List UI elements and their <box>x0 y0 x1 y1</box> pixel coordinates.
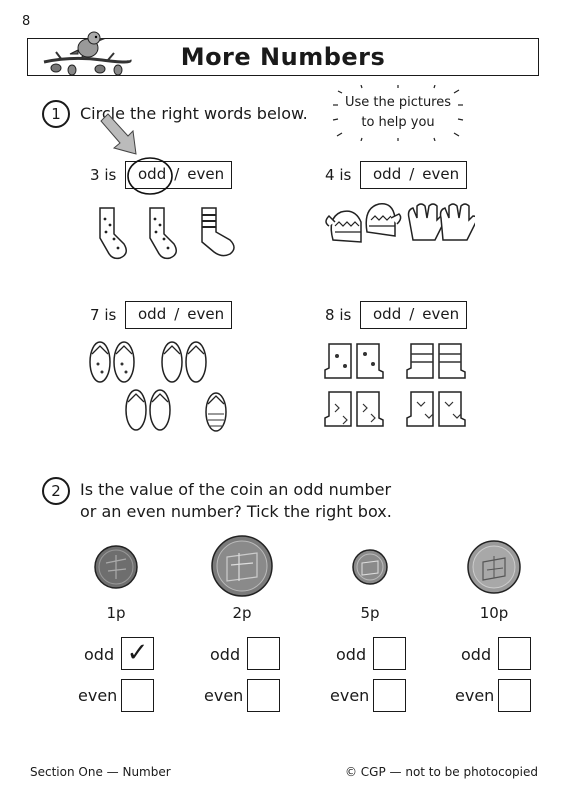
option-odd[interactable]: odd <box>373 305 402 323</box>
option-even[interactable]: even <box>422 305 460 323</box>
slash: / <box>409 305 415 323</box>
item-number: 8 <box>325 306 335 324</box>
item-number: 3 <box>90 166 100 184</box>
flip-flops-picture <box>88 340 238 435</box>
footer-copyright: © CGP — not to be photocopied <box>344 765 538 779</box>
hint-line-1: Use the pictures <box>344 95 452 110</box>
question-2-number: 2 <box>42 477 70 505</box>
question-2-prompt-line-2: or an even number? Tick the right box. <box>80 502 392 521</box>
bird-on-branch-illustration <box>42 30 132 78</box>
slash: / <box>174 165 180 183</box>
item-number: 4 <box>325 166 335 184</box>
tickbox-1p-odd[interactable] <box>121 637 154 670</box>
option-odd[interactable]: odd <box>138 165 167 183</box>
footer-section: Section One — Number <box>30 765 171 779</box>
coin-10p-label: 10p <box>479 604 509 622</box>
tick-icon: ✓ <box>126 638 149 668</box>
coin-2p-icon <box>211 535 273 597</box>
tickbox-5p-odd[interactable] <box>373 637 406 670</box>
item-7-label <box>90 306 116 324</box>
word-choice-box-7[interactable] <box>125 301 232 329</box>
question-1-prompt: Circle the right words below. <box>80 104 308 123</box>
option-odd[interactable]: odd <box>373 165 402 183</box>
odd-label: odd <box>210 645 241 664</box>
question-1-number: 1 <box>42 100 70 128</box>
coin-10p-icon <box>467 540 521 594</box>
coin-2p-label: 2p <box>232 604 252 622</box>
tickbox-1p-even[interactable] <box>121 679 154 712</box>
tickbox-10p-odd[interactable] <box>498 637 531 670</box>
page-title: More Numbers <box>180 43 386 71</box>
odd-label: odd <box>336 645 367 664</box>
question-2-prompt-line-1: Is the value of the coin an odd number <box>80 480 392 499</box>
item-is: is <box>104 166 117 184</box>
even-label: even <box>78 686 118 705</box>
item-is: is <box>339 166 352 184</box>
coin-1p-label: 1p <box>106 604 126 622</box>
item-is: is <box>339 306 352 324</box>
option-even[interactable]: even <box>187 165 225 183</box>
page-number: 8 <box>22 14 31 29</box>
word-choice-box-8[interactable] <box>360 301 467 329</box>
option-even[interactable]: even <box>187 305 225 323</box>
slash: / <box>174 305 180 323</box>
even-label: even <box>330 686 370 705</box>
option-odd[interactable]: odd <box>138 305 167 323</box>
word-choice-box-4[interactable] <box>360 161 467 189</box>
odd-label: odd <box>84 645 115 664</box>
socks-picture <box>90 205 245 260</box>
even-label: even <box>455 686 495 705</box>
wellington-boots-picture <box>323 340 473 440</box>
coin-1p-icon <box>94 545 138 589</box>
item-4-label <box>325 166 351 184</box>
item-8-label <box>325 306 351 324</box>
tickbox-2p-odd[interactable] <box>247 637 280 670</box>
example-circle-arrow <box>100 110 180 200</box>
option-even[interactable]: even <box>422 165 460 183</box>
gloves-picture <box>325 200 475 250</box>
item-is: is <box>104 306 117 324</box>
coin-5p-label: 5p <box>360 604 380 622</box>
odd-label: odd <box>461 645 492 664</box>
tickbox-10p-even[interactable] <box>498 679 531 712</box>
even-label: even <box>204 686 244 705</box>
hint-bubble <box>332 85 464 141</box>
tickbox-5p-even[interactable] <box>373 679 406 712</box>
hint-line-2: to help you <box>361 115 435 130</box>
item-number: 7 <box>90 306 100 324</box>
coin-5p-icon <box>352 549 388 585</box>
tickbox-2p-even[interactable] <box>247 679 280 712</box>
slash: / <box>409 165 415 183</box>
